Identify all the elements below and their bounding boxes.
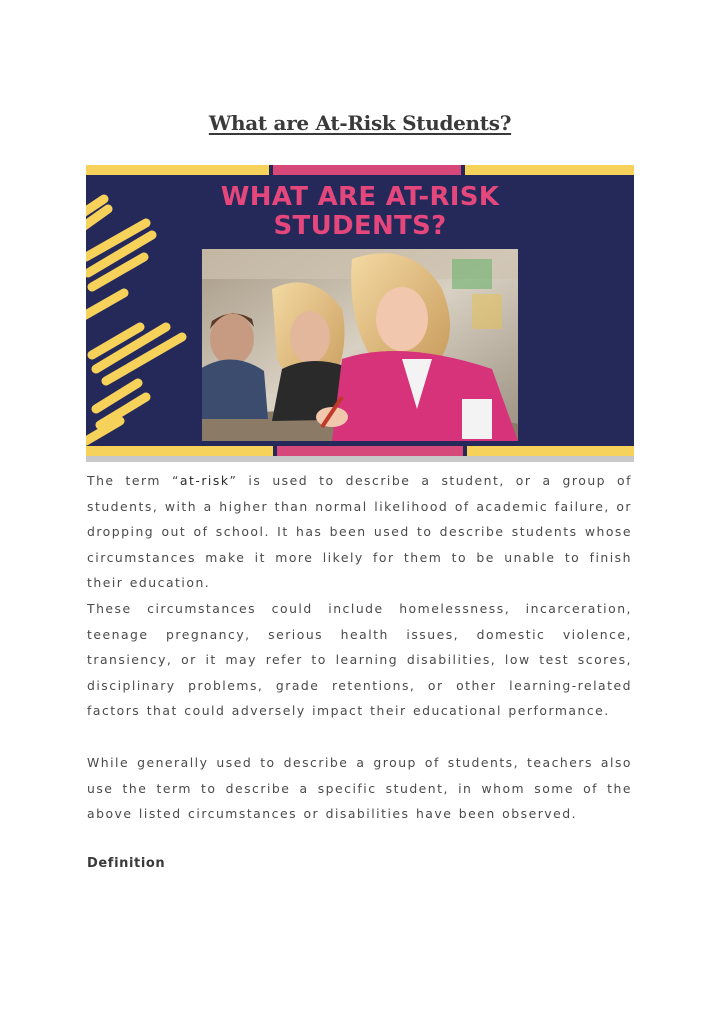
paragraph-specific-student: While generally used to describe a group of students, teachers also use the term to describe a specific student, in whom some of the above listed circumstances or disabilities have been observed. [87,755,632,822]
paragraph-intro-before: The term “ [87,473,180,488]
paragraph-intro [87,468,632,596]
hero-bottom-bar-center [277,446,463,456]
hero-heading-line-1: WHAT ARE AT-RISK [220,182,500,212]
hero-bottom-strip [86,456,634,462]
classroom-illustration [202,249,518,441]
hero-heading-line-2: STUDENTS? [273,211,447,241]
paragraph-circumstances: These circumstances could include homelessness, incarceration, teenage pregnancy, serious health issues, domestic violence, transiency, or it may refer to learning disabilities, low test scores, disciplinary problems, grade retentions, or other learning-related factors that could adversely impact their educational performance. [87,601,632,719]
hero-top-bar-right [465,165,634,175]
hero-image [86,165,634,456]
hero-heading [86,183,634,241]
hero-bottom-bar-left [86,446,273,456]
at-risk-keyword: at-risk [179,473,230,488]
classroom-photo [202,249,518,441]
hero-top-bar-center [273,165,461,175]
section-heading-definition: Definition [87,856,166,871]
page-title: What are At-Risk Students? [208,111,512,136]
paragraph-intro-after: ” is used to describe a student, or a group of students, with a higher than normal likelihood of academic failure, or dropping out of school. It has been used to describe students whose circumstances make it more likely for them to be unable to finish their education. [87,473,632,591]
hero-top-bar-left [86,165,269,175]
hero-bottom-bar-right [467,446,634,456]
